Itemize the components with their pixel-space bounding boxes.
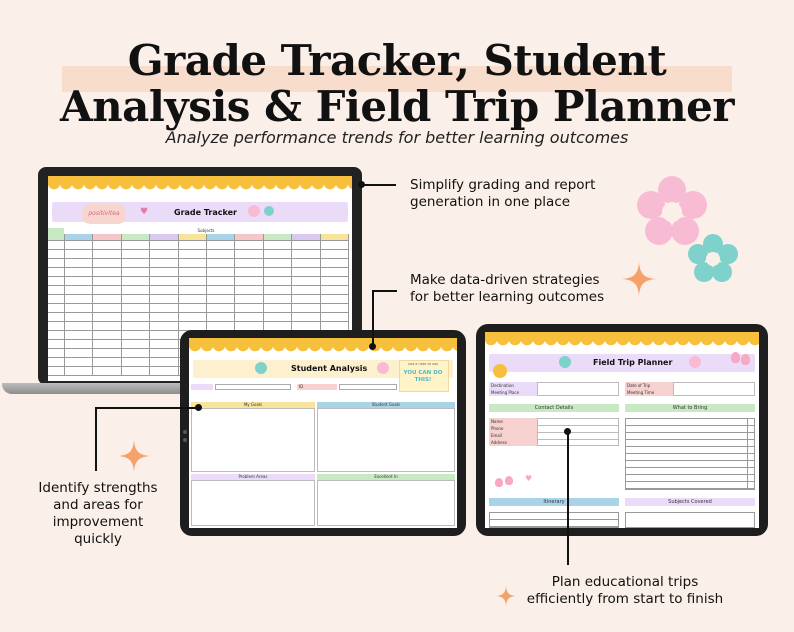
pink-flower-icon: [377, 362, 389, 374]
teal-flower-icon: [688, 234, 738, 284]
callout-plan: Plan educational trips efficiently from start to finish: [526, 574, 724, 607]
contact-fields[interactable]: [537, 418, 619, 446]
problem-areas-label: Problem Areas: [238, 474, 268, 479]
date-field[interactable]: [673, 382, 755, 396]
page-title-line1: Grade Tracker, Student: [127, 36, 667, 85]
callout-identify: Identify strengths and areas for improvement quickly: [38, 480, 158, 547]
logo-text: positivitea: [88, 210, 120, 217]
callout-line: [373, 290, 397, 292]
grid-col-line: [149, 234, 150, 375]
sparkle-icon: [622, 262, 656, 296]
sun-icon: [493, 364, 507, 378]
contact-details-label: Contact Details: [534, 405, 574, 411]
callout-simplify: Simplify grading and report generation in one place: [410, 177, 596, 210]
subjects-covered-label: Subjects Covered: [668, 499, 712, 505]
sparkle-icon: [118, 440, 150, 472]
callout-data-driven: Make data-driven strategies for better learning outcomes: [410, 272, 605, 305]
callout-dot: [369, 343, 376, 350]
tulip-icon: [731, 352, 751, 376]
what-to-bring-list[interactable]: [625, 418, 755, 490]
subjects-covered-box[interactable]: [625, 512, 755, 528]
name-label-cell: [191, 384, 213, 390]
callout-dot: [195, 404, 202, 411]
student-analysis-title: Student Analysis: [291, 364, 368, 373]
sticker-main-text: YOU CAN DO THIS!: [403, 370, 443, 383]
callout-line: [96, 407, 196, 409]
checkbox-column[interactable]: [747, 418, 755, 490]
id-label: ID: [299, 384, 304, 389]
field-trip-screen: [485, 332, 759, 528]
excellent-in-label: Excellent In: [374, 474, 398, 479]
id-field[interactable]: [339, 384, 397, 390]
grade-tracker-title: Grade Tracker: [174, 208, 237, 217]
field-trip-title: Field Trip Planner: [593, 358, 673, 367]
page-subtitle: Analyze performance trends for better learning outcomes: [165, 128, 629, 147]
pink-flower-icon: [689, 356, 701, 368]
page-title-line2: Analysis & Field Trip Planner: [60, 82, 734, 131]
camera-dot: [183, 438, 187, 442]
heart-icon: ♥: [525, 474, 533, 483]
callout-line: [362, 184, 396, 186]
date-of-trip-label: Date of Trip: [627, 383, 651, 388]
phone-label: Phone: [491, 426, 504, 431]
problem-areas-box[interactable]: [191, 480, 315, 526]
grid-col-line: [121, 234, 122, 375]
sticker-top-text: just a note to say: [407, 362, 439, 366]
meeting-place-label: Meeting Place: [491, 390, 520, 395]
teal-flower-icon: [255, 362, 267, 374]
excellent-in-box[interactable]: [317, 480, 455, 526]
tulip-icon: [495, 478, 503, 487]
callout-line: [567, 431, 569, 565]
student-goals-label: Student Goals: [371, 402, 401, 407]
itinerary-box[interactable]: [489, 512, 619, 528]
student-goals-box[interactable]: [317, 408, 455, 472]
name-field[interactable]: [215, 384, 291, 390]
corner-cell: [48, 228, 64, 240]
my-goals-box[interactable]: [191, 408, 315, 472]
callout-line: [372, 290, 374, 346]
grid-col-line: [92, 234, 93, 375]
pink-flower-icon: [248, 205, 260, 217]
itinerary-label: Itinerary: [543, 499, 565, 505]
tulip-icon: [505, 476, 513, 485]
heart-icon: ♥: [140, 207, 149, 217]
email-label: Email: [491, 433, 503, 438]
camera-dot: [183, 430, 187, 434]
grid-col-line: [178, 234, 179, 375]
name-label: Name: [491, 419, 503, 424]
destination-label: Destination: [491, 383, 514, 388]
my-goals-label: My Goals: [243, 402, 263, 407]
teal-flower-icon: [264, 206, 274, 216]
teal-flower-icon: [559, 356, 571, 368]
sparkle-icon: [496, 586, 516, 606]
subjects-label: Subjects: [197, 228, 215, 233]
callout-line: [95, 407, 97, 471]
destination-field[interactable]: [537, 382, 619, 396]
address-label: Address: [491, 440, 507, 445]
what-to-bring-label: What to Bring: [672, 405, 708, 411]
grid-col-line: [64, 234, 65, 375]
meeting-time-label: Meeting Time: [627, 390, 655, 395]
student-analysis-screen: [189, 338, 457, 528]
